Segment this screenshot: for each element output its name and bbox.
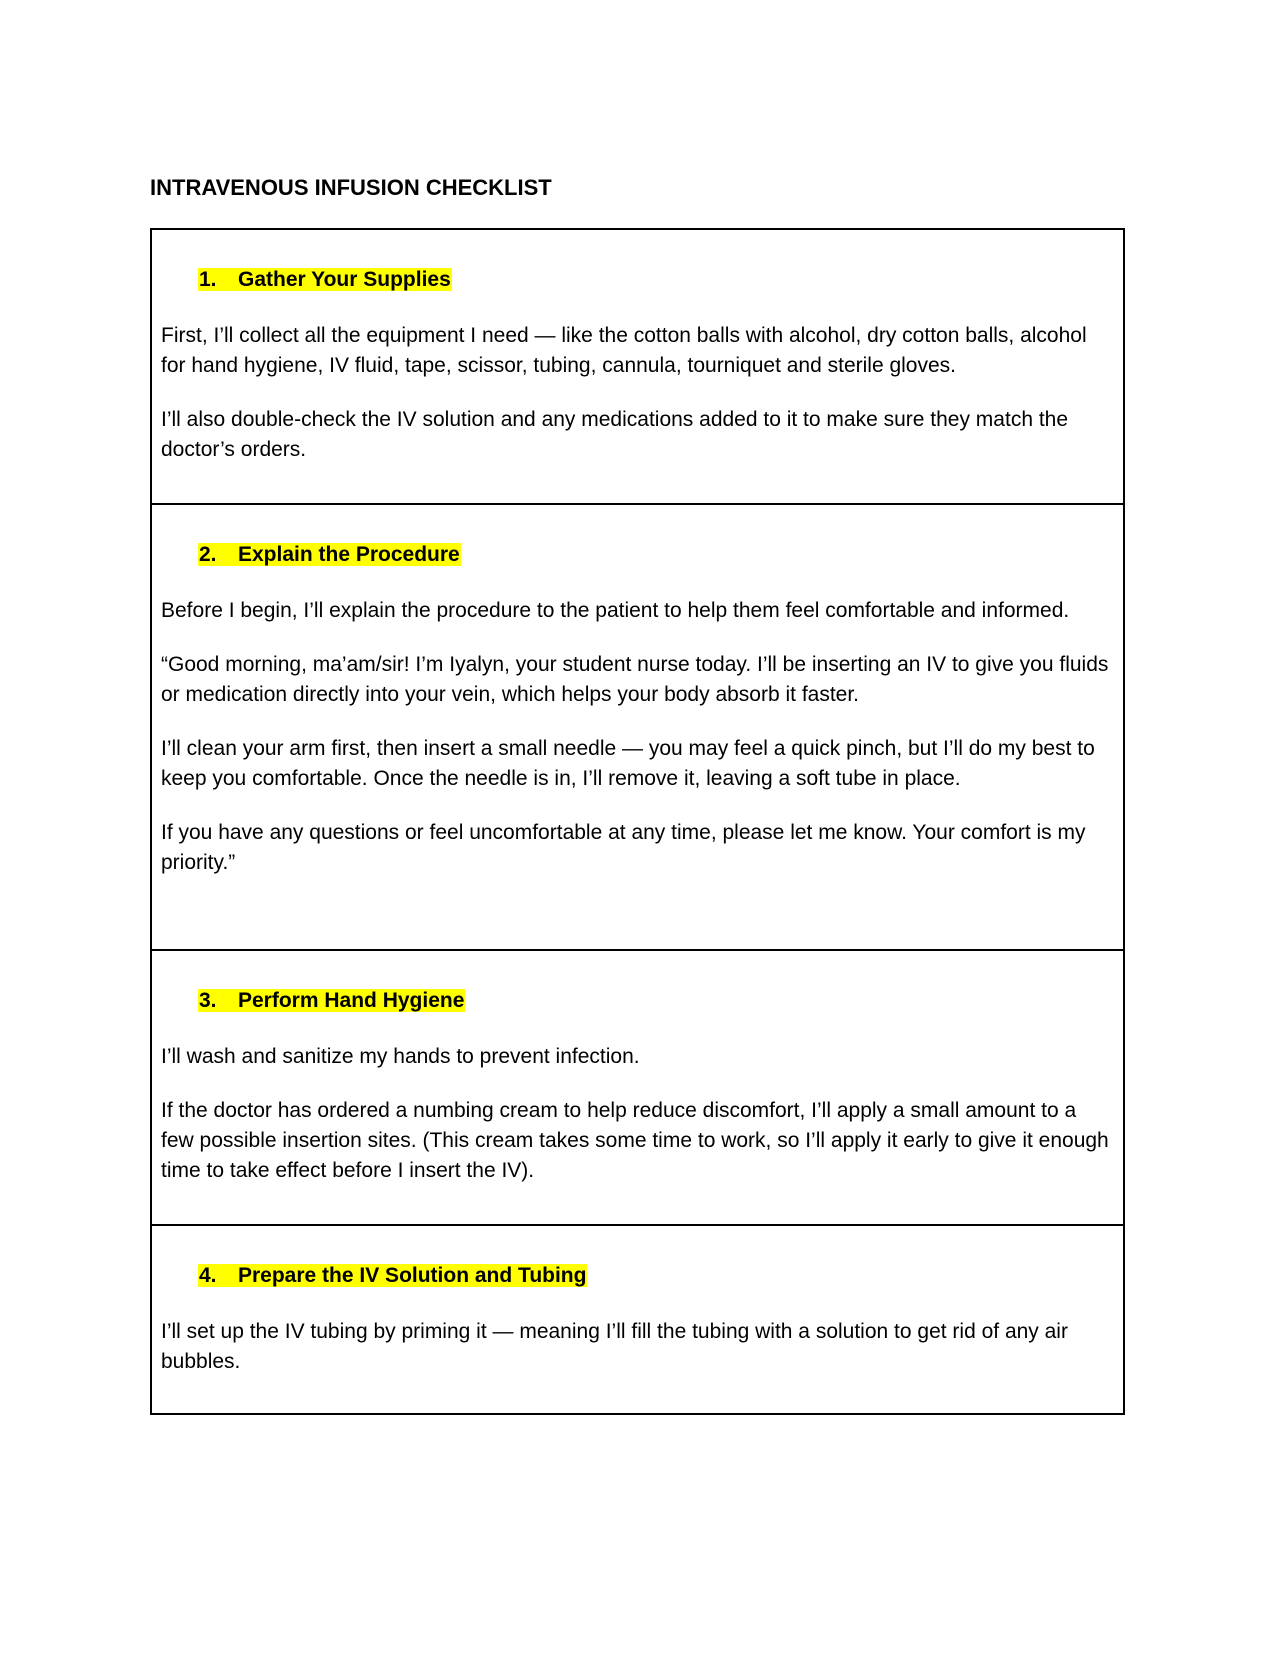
step-paragraph: “Good morning, ma’am/sir! I’m Iyalyn, your student nurse today. I’ll be inserting an IV to give you fluids or medication directly into your vein, which helps your body absorb it faster. xyxy=(161,653,1109,706)
step-body xyxy=(161,321,1113,489)
step-heading-text: Gather Your Supplies xyxy=(238,268,451,291)
step-paragraph: I’ll also double-check the IV solution and any medications added to it to make sure they match the doctor’s orders. xyxy=(161,408,1069,461)
step-heading xyxy=(198,989,465,1013)
step-body xyxy=(161,1317,1113,1401)
step-number: 4. xyxy=(199,1264,217,1287)
step-heading-text: Perform Hand Hygiene xyxy=(238,989,465,1012)
step-heading-highlight xyxy=(198,268,452,291)
step-paragraph: If you have any questions or feel uncomfortable at any time, please let me know. Your comfort is my priority.” xyxy=(161,821,1086,874)
step-body xyxy=(161,1042,1113,1210)
step-paragraph: First, I’ll collect all the equipment I need — like the cotton balls with alcohol, dry cotton balls, alcohol for hand hygiene, IV fluid, tape, scissor, tubing, cannula, tourniquet and sterile gloves. xyxy=(161,324,1087,377)
step-body xyxy=(161,596,1113,902)
step-explain-procedure xyxy=(152,505,1123,951)
step-heading-highlight xyxy=(198,989,465,1012)
step-paragraph: If the doctor has ordered a numbing cream to help reduce discomfort, I’ll apply a small amount to a few possible insertion sites. (This cream takes some time to work, so I’ll apply it early to give it enough time to take effect before I insert the IV). xyxy=(161,1099,1109,1182)
step-heading-text: Explain the Procedure xyxy=(238,543,460,566)
step-paragraph: I’ll set up the IV tubing by priming it — meaning I’ll fill the tubing with a solution to get rid of any air bubbles. xyxy=(161,1320,1068,1373)
document-title: INTRAVENOUS INFUSION CHECKLIST xyxy=(150,175,552,200)
step-number: 2. xyxy=(199,543,217,566)
step-heading-text: Prepare the IV Solution and Tubing xyxy=(238,1264,587,1287)
step-number: 1. xyxy=(199,268,217,291)
step-gather-supplies xyxy=(152,230,1123,505)
step-heading xyxy=(198,543,461,567)
step-paragraph: Before I begin, I’ll explain the procedure to the patient to help them feel comfortable and informed. xyxy=(161,599,1070,622)
step-heading-highlight xyxy=(198,1264,587,1287)
step-heading xyxy=(198,1264,587,1288)
step-number: 3. xyxy=(199,989,217,1012)
step-paragraph: I’ll clean your arm first, then insert a small needle — you may feel a quick pinch, but I’ll do my best to keep you comfortable. Once the needle is in, I’ll remove it, leaving a soft tube in place. xyxy=(161,737,1095,790)
step-hand-hygiene xyxy=(152,951,1123,1226)
step-prepare-iv xyxy=(152,1226,1123,1413)
step-heading-highlight xyxy=(198,543,461,566)
step-heading xyxy=(198,268,452,292)
checklist-table xyxy=(150,228,1125,1415)
step-paragraph: I’ll wash and sanitize my hands to prevent infection. xyxy=(161,1045,640,1068)
